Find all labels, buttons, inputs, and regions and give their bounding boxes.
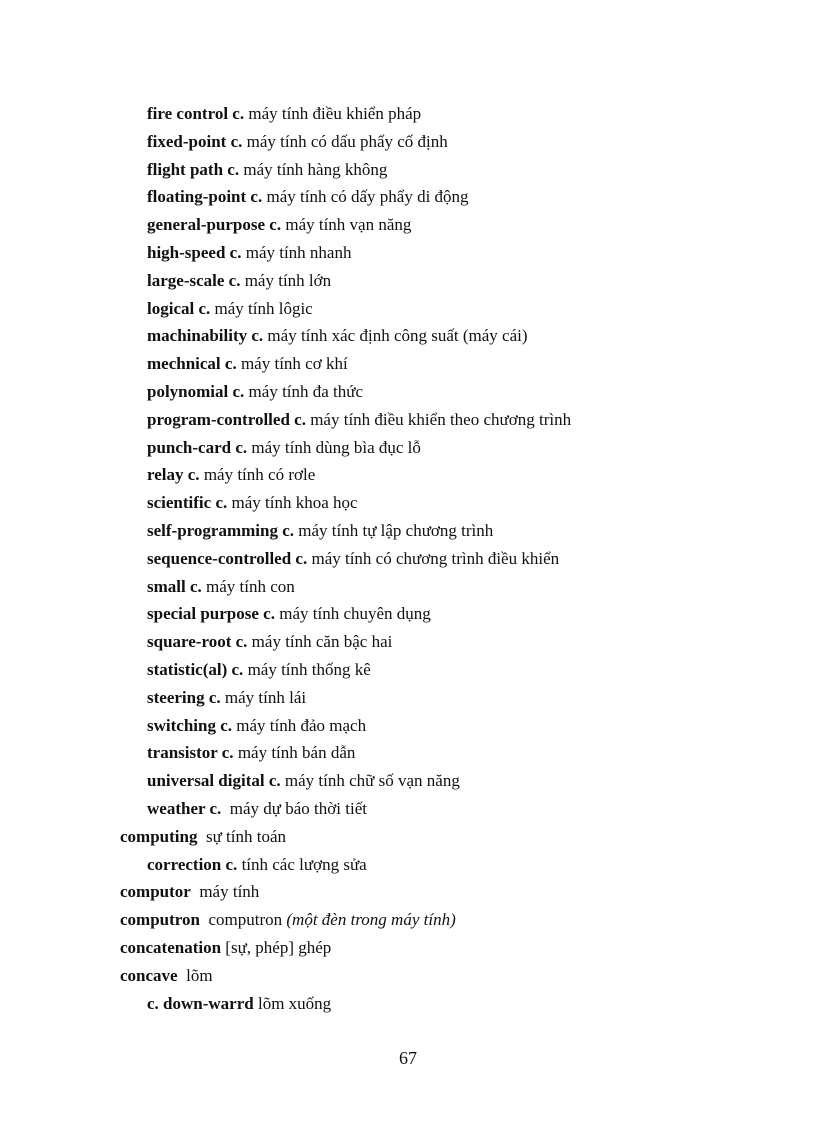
entry-term: computor: [120, 882, 191, 902]
entry-term: steering c.: [147, 687, 221, 707]
entry-headword: [120, 878, 760, 906]
entry: [120, 350, 760, 378]
entry: [120, 517, 760, 545]
entry: [120, 767, 760, 795]
entry-term: floating-point c.: [147, 187, 263, 207]
entry-term: c. down-warrd: [147, 993, 254, 1013]
entry-term: weather c.: [147, 798, 222, 818]
entry: [120, 378, 760, 406]
entry: [120, 573, 760, 601]
entry-definition: máy tính có chương trình điều khiển: [307, 548, 560, 568]
entry-definition: computron: [199, 910, 287, 930]
entry-definition: máy tính con: [201, 576, 295, 596]
entry-definition: máy tính điều khiển pháp: [244, 104, 422, 123]
entry: [120, 795, 760, 823]
entry-definition: tính các lượng sửa: [237, 854, 367, 874]
entry-term: concave: [120, 965, 178, 985]
entry-definition: máy tính bán dẫn: [233, 743, 356, 763]
entry-headword: [120, 906, 760, 934]
entry-definition: máy tính chuyên dụng: [274, 604, 431, 624]
entry-headword: [120, 823, 760, 851]
entry: [120, 489, 760, 517]
entry-term: square-root c.: [147, 632, 248, 652]
entry-term: large-scale c.: [147, 270, 241, 290]
entry-definition: máy tính căn bậc hai: [247, 632, 393, 652]
entry-definition: máy tính có dấy phẩy di động: [262, 187, 469, 207]
entry: [120, 156, 760, 184]
entry: [120, 406, 760, 434]
entry-definition: máy tính dùng bìa đục lỗ: [247, 437, 421, 457]
entry-term: high-speed c.: [147, 242, 242, 262]
entry-headword: [120, 934, 760, 962]
entry: [120, 712, 760, 740]
entry-definition: máy tính cơ khí: [236, 354, 348, 374]
entry-term: computron: [120, 910, 200, 930]
entry: [120, 211, 760, 239]
entry-definition: máy tính có dấu phẩy cố định: [242, 131, 448, 151]
entry-term: fire control c.: [147, 104, 245, 123]
entry-definition: máy tính: [190, 882, 260, 902]
entry: [120, 545, 760, 573]
entry-term: general-purpose c.: [147, 215, 282, 235]
entry-term: polynomial c.: [147, 381, 245, 401]
entry-term: sequence-controlled c.: [147, 548, 308, 568]
entry-term: special purpose c.: [147, 604, 275, 624]
entry-definition: máy tính lôgic: [210, 298, 313, 318]
entry-definition: máy tính có rơle: [199, 465, 316, 485]
entry: [120, 322, 760, 350]
entry-term: punch-card c.: [147, 437, 248, 457]
entry-definition: máy tính đa thức: [244, 381, 364, 401]
entry-term: statistic(al) c.: [147, 659, 244, 679]
entry: [120, 183, 760, 211]
entry-term: self-programming c.: [147, 520, 294, 540]
entry-term: flight path c.: [147, 159, 240, 179]
entry-definition: máy tính vạn năng: [281, 215, 412, 235]
entry-definition: máy tính thống kê: [243, 659, 371, 679]
entry: [120, 128, 760, 156]
entry-definition: [sự, phép] ghép: [221, 937, 332, 957]
entry-headword: [120, 962, 760, 990]
entry: [120, 239, 760, 267]
entry-definition: lõm: [177, 965, 213, 985]
entry-term: machinability c.: [147, 326, 264, 346]
entry-definition: máy tính hàng không: [239, 159, 388, 179]
entry: [120, 851, 760, 879]
entry-definition: máy tính tự lập chương trình: [294, 520, 494, 540]
entry-definition: máy tính lớn: [240, 270, 332, 290]
entry-term: logical c.: [147, 298, 211, 318]
entry-term: mechnical c.: [147, 354, 237, 374]
entry-definition: máy tính điều khiển theo chương trình: [305, 409, 572, 429]
entry: [120, 739, 760, 767]
entry-definition: máy tính đảo mạch: [232, 715, 367, 735]
entry: [120, 656, 760, 684]
entry-term: relay c.: [147, 465, 200, 485]
entry-term: program-controlled c.: [147, 409, 306, 429]
entry-term: fixed-point c.: [147, 131, 243, 151]
entry-definition: lõm xuống: [253, 993, 332, 1013]
entry-term: small c.: [147, 576, 202, 596]
entry-term: scientific c.: [147, 493, 228, 513]
dictionary-entries: [120, 100, 760, 1017]
entry-term: correction c.: [147, 854, 238, 874]
entry: [120, 600, 760, 628]
entry-definition: máy tính khoa học: [227, 493, 358, 513]
entry-definition-italic: (một đèn trong máy tính): [286, 910, 456, 930]
entry-definition: sự tính toán: [197, 826, 287, 846]
entry: [120, 990, 760, 1018]
entry-term: universal digital c.: [147, 771, 281, 791]
entry-definition: máy tính lái: [220, 687, 307, 707]
entry: [120, 295, 760, 323]
entry: [120, 684, 760, 712]
entry: [120, 461, 760, 489]
entry: [120, 100, 760, 128]
entry-definition: máy tính xác định công suất (máy cái): [263, 326, 528, 346]
entry-term: computing: [120, 826, 198, 846]
page-number: 67: [399, 1048, 417, 1068]
entry: [120, 434, 760, 462]
entry-term: concatenation: [120, 937, 222, 957]
entry: [120, 628, 760, 656]
entry-definition: máy dự báo thời tiết: [221, 798, 367, 818]
entry-definition: máy tính chữ số vạn năng: [280, 771, 460, 791]
entry-term: transistor c.: [147, 743, 234, 763]
entry-definition: máy tính nhanh: [241, 242, 352, 262]
entry: [120, 267, 760, 295]
entry-term: switching c.: [147, 715, 232, 735]
